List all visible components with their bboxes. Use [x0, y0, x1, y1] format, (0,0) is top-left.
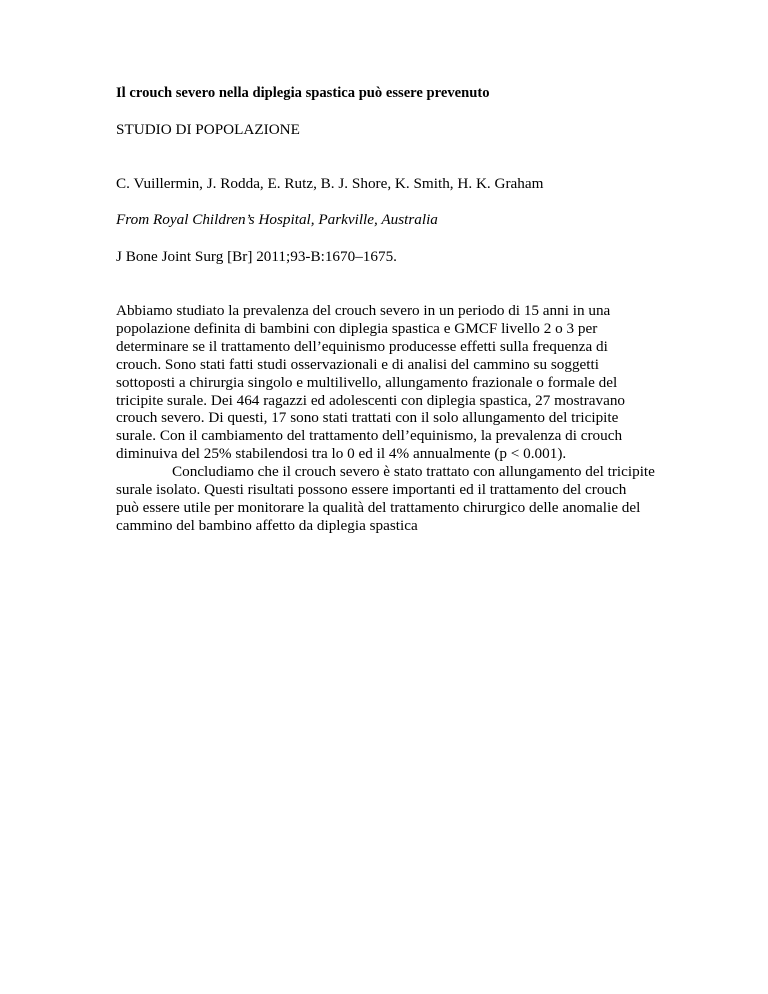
citation: J Bone Joint Surg [Br] 2011;93-B:1670–1675. [116, 248, 397, 265]
affiliation: From Royal Children’s Hospital, Parkville, Australia [116, 211, 438, 228]
abstract-line: popolazione definita di bambini con diplegia spastica e GMCF livello 2 o 3 per [116, 319, 598, 337]
abstract-line: Concludiamo che il crouch severo è stato trattato con allungamento del tricipite [172, 463, 655, 481]
document-title: Il crouch severo nella diplegia spastica può essere prevenuto [116, 85, 490, 101]
study-type: STUDIO DI POPOLAZIONE [116, 121, 300, 138]
abstract-line: può essere utile per monitorare la qualità del trattamento chirurgico delle anomalie del [116, 498, 641, 516]
abstract [116, 302, 656, 535]
abstract-line: tricipite surale. Dei 464 ragazzi ed adolescenti con diplegia spastica, 27 mostravano [116, 391, 626, 409]
abstract-paragraph-2 [116, 463, 656, 535]
abstract-line: surale. Con il cambiamento del trattamento dell’equinismo, la prevalenza di crouch [116, 427, 623, 445]
authors: C. Vuillermin, J. Rodda, E. Rutz, B. J. Shore, K. Smith, H. K. Graham [116, 175, 544, 192]
abstract-line: Abbiamo studiato la prevalenza del crouch severo in un periodo di 15 anni in una [116, 302, 611, 319]
abstract-line: surale isolato. Questi risultati possono essere importanti ed il trattamento del crouch [116, 481, 627, 499]
abstract-line: determinare se il trattamento dell’equinismo producesse effetti sulla frequenza di [116, 337, 608, 355]
abstract-line: cammino del bambino affetto da diplegia spastica [116, 516, 418, 534]
abstract-line: diminuiva del 25% stabilendosi tra lo 0 ed il 4% annualmente (p < 0.001). [116, 445, 567, 463]
abstract-line: crouch severo. Di questi, 17 sono stati trattati con il solo allungamento del tricipite [116, 409, 619, 427]
abstract-paragraph-1 [116, 302, 656, 463]
abstract-line: crouch. Sono stati fatti studi osservazionali e di analisi del cammino su soggetti [116, 355, 599, 373]
abstract-line: sottoposti a chirurgia singolo e multilivello, allungamento frazionale o formale del [116, 373, 618, 391]
